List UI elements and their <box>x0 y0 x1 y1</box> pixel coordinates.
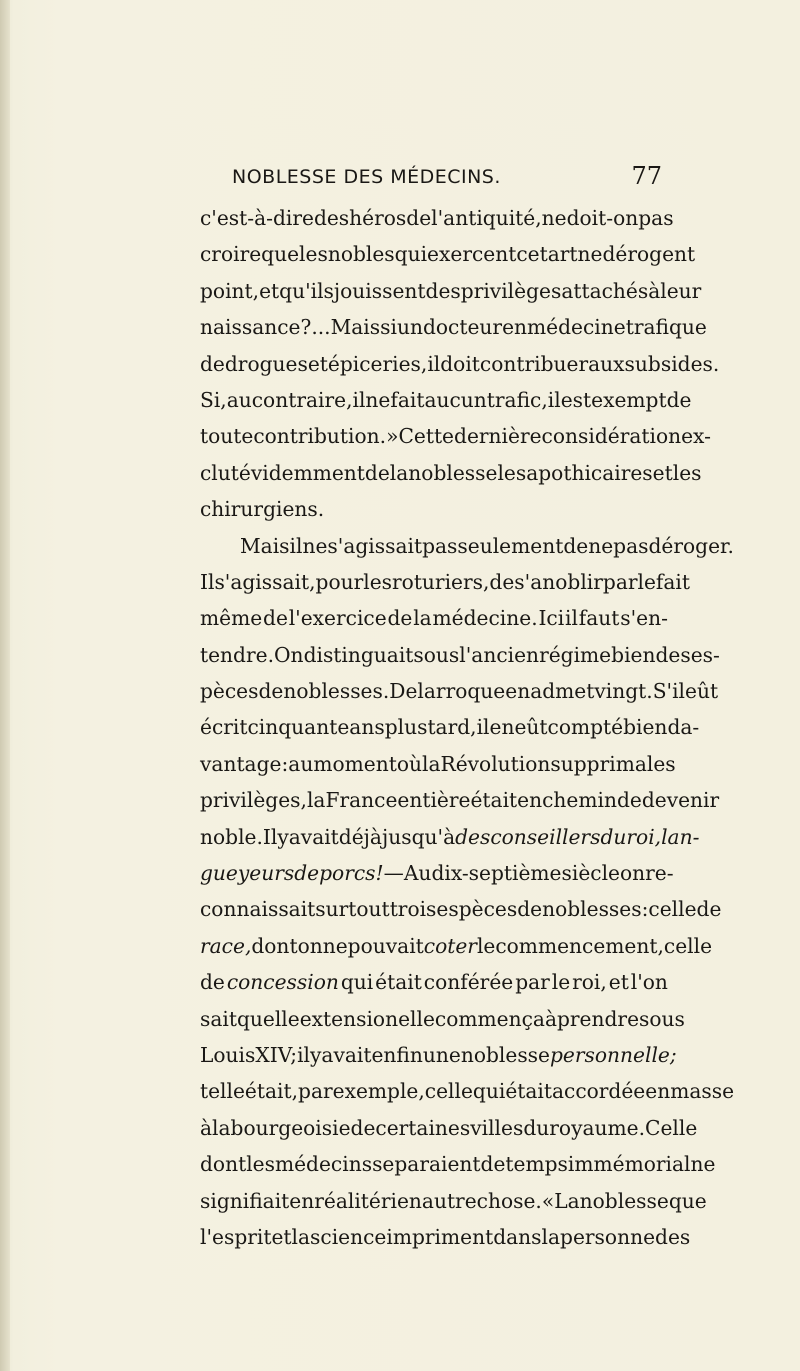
body-text <box>200 200 735 1255</box>
word: — <box>383 861 404 886</box>
word: régime <box>539 642 612 667</box>
text-line <box>200 709 700 745</box>
word: de <box>616 788 642 813</box>
word: gueyeurs <box>200 861 295 886</box>
word: point, <box>200 278 260 303</box>
word: personnelle <box>550 1042 670 1067</box>
word: science <box>310 1224 387 1249</box>
page-binding-edge <box>0 0 10 1371</box>
word: s'en- <box>620 606 668 631</box>
word: contribution. <box>253 424 387 449</box>
word: les <box>246 1152 275 1177</box>
word: vingt. <box>594 679 653 704</box>
word: les <box>299 242 328 267</box>
word: entière <box>397 788 471 813</box>
word: jusqu'à <box>381 824 456 849</box>
word: de <box>489 569 515 594</box>
word: lan- <box>661 824 700 849</box>
word: privilèges <box>460 278 562 303</box>
word: fait <box>390 387 425 412</box>
word: ex- <box>681 424 711 449</box>
word: de <box>696 897 722 922</box>
word: de <box>406 206 432 230</box>
word: chemin <box>542 788 617 813</box>
word: » <box>386 424 399 449</box>
word: privilèges, <box>200 788 307 813</box>
word: exemple, <box>332 1079 425 1104</box>
word: celle <box>424 1079 473 1104</box>
word: se <box>372 1152 395 1177</box>
word: noblesse <box>579 1188 669 1213</box>
word: s'agissait, <box>214 569 316 594</box>
word: surtout <box>315 897 390 922</box>
word: s'anoblir <box>514 569 603 594</box>
word: eût <box>685 679 719 704</box>
word: pas <box>638 206 674 230</box>
word: leur <box>660 278 702 303</box>
word: c'est-à-dire <box>200 206 314 230</box>
word: à <box>648 278 661 303</box>
word: ne <box>690 1152 716 1177</box>
word: Il <box>262 824 278 849</box>
word: chirurgiens. <box>200 497 325 522</box>
word: ne <box>302 533 328 558</box>
text-line <box>200 273 702 309</box>
word: On <box>274 642 304 667</box>
word: ne <box>322 933 348 958</box>
word: personne <box>560 1224 656 1249</box>
word: de <box>666 387 692 412</box>
word: la <box>389 460 409 485</box>
word: seulement <box>457 533 564 558</box>
word: des <box>425 278 461 303</box>
word: Ici <box>538 606 565 631</box>
word: paraient <box>394 1152 481 1177</box>
text-line <box>200 891 722 927</box>
word: le <box>551 970 571 995</box>
text-line <box>200 346 720 382</box>
word: exercent <box>427 242 517 267</box>
word: était, <box>244 1079 299 1104</box>
word: « <box>541 1188 555 1213</box>
text-line <box>200 1219 691 1255</box>
text-line <box>200 491 668 527</box>
word: trafic, <box>486 387 548 412</box>
word: épiceries, <box>327 351 428 376</box>
word: en <box>505 679 531 704</box>
word: docteur <box>422 315 503 340</box>
word: fait <box>655 569 690 594</box>
word: pèces <box>200 679 259 704</box>
word: était <box>470 788 518 813</box>
word: il <box>352 387 366 412</box>
word: concession <box>226 970 339 995</box>
word: médecine <box>527 315 626 340</box>
word: avait <box>321 1042 372 1067</box>
word: S'il <box>652 679 685 704</box>
word: à <box>544 1006 557 1031</box>
word: Cette <box>398 424 455 449</box>
word: attachés <box>561 278 649 303</box>
text-line <box>200 600 668 636</box>
word: eût <box>514 715 548 740</box>
word: il <box>565 606 578 631</box>
word: celle <box>648 897 697 922</box>
word: Mais <box>330 315 381 340</box>
word: des <box>655 642 691 667</box>
word: espèces <box>436 897 518 922</box>
word: Révolution <box>440 751 551 776</box>
text-line <box>200 1183 707 1219</box>
word: villes <box>470 1115 524 1140</box>
word: conférée <box>423 970 514 995</box>
word: rien <box>380 1188 422 1213</box>
word: admet <box>530 679 595 704</box>
word: jouissent <box>333 278 426 303</box>
text-line <box>200 855 674 891</box>
word: noblesses <box>542 897 642 922</box>
word: contraire, <box>251 387 353 412</box>
word: la <box>291 1224 311 1249</box>
word: cinquante <box>247 715 350 740</box>
word: vantage <box>200 751 282 776</box>
word: plus <box>384 715 428 740</box>
word: par <box>602 569 638 594</box>
word: pas <box>422 533 458 558</box>
word: Celle <box>645 1115 698 1140</box>
word: avait <box>288 824 339 849</box>
word: bien <box>623 715 668 740</box>
text-line <box>200 309 707 345</box>
word: des <box>655 1224 691 1249</box>
word: de <box>263 606 288 631</box>
word: race, <box>200 933 252 958</box>
word: royaume. <box>549 1115 646 1140</box>
word: du <box>523 1115 550 1140</box>
word: ?... <box>300 315 331 340</box>
word: en <box>517 788 543 813</box>
word: héros <box>349 206 407 230</box>
text-line <box>200 528 734 564</box>
word: s'agissait <box>327 533 423 558</box>
word: doit <box>440 351 480 376</box>
word: moment <box>313 751 397 776</box>
word: si <box>380 315 397 340</box>
word: certaines <box>375 1115 471 1140</box>
word: réalité <box>314 1188 381 1213</box>
word: les <box>497 460 527 485</box>
word: il <box>297 1042 311 1067</box>
text-line <box>200 418 711 454</box>
word: contribuer <box>479 351 589 376</box>
word: Delarroque <box>389 679 506 704</box>
word: apothicaires <box>526 460 653 485</box>
word: conseillers <box>490 824 601 849</box>
word: noblesses. <box>283 679 390 704</box>
word: de <box>563 533 589 558</box>
word: drogues <box>224 351 308 376</box>
word: l'esprit <box>200 1224 272 1249</box>
word: ne <box>577 242 603 267</box>
text-line <box>200 236 696 272</box>
word: de <box>200 351 225 376</box>
word: aucun <box>424 387 487 412</box>
word: impriment <box>386 1224 494 1249</box>
word: pouvait <box>347 933 424 958</box>
word: distinguait <box>303 642 414 667</box>
word: de <box>517 897 543 922</box>
word: de <box>387 606 413 631</box>
word: commença <box>434 1006 545 1031</box>
word: accordée <box>551 1079 646 1104</box>
word: en <box>502 315 528 340</box>
page-number: 77 <box>631 162 662 190</box>
text-line <box>200 746 676 782</box>
word: dernière <box>454 424 542 449</box>
word: clut <box>200 460 239 485</box>
word: naissance <box>200 315 301 340</box>
word: déroger. <box>648 533 734 558</box>
word: à <box>200 1115 213 1140</box>
word: la <box>306 788 326 813</box>
word: sous <box>413 642 460 667</box>
word: qu'ils <box>279 278 334 303</box>
word: : <box>641 897 649 922</box>
word: ne <box>365 387 391 412</box>
word: on <box>620 861 646 886</box>
word: il <box>547 387 561 412</box>
word: ans <box>349 715 385 740</box>
word: nobles <box>327 242 395 267</box>
word: les <box>363 569 393 594</box>
text-line <box>200 200 674 236</box>
word: porcs <box>319 861 376 886</box>
word: du <box>600 824 627 849</box>
word: celle <box>663 933 713 958</box>
word: faut <box>578 606 620 631</box>
word: de <box>294 861 320 886</box>
word: noble. <box>200 824 263 849</box>
word: au <box>288 751 314 776</box>
word: supprima <box>550 751 647 776</box>
word: roi, <box>626 824 662 849</box>
word: roi, <box>572 970 607 995</box>
word: l'exercice <box>288 606 387 631</box>
word: Si, <box>200 387 227 412</box>
word: subsides. <box>624 351 720 376</box>
word: : <box>281 751 289 776</box>
word: un <box>396 315 423 340</box>
word: il <box>476 715 490 740</box>
word: est <box>560 387 592 412</box>
word: tendre. <box>200 642 274 667</box>
word: et <box>307 351 328 376</box>
word: quelle <box>236 1006 300 1031</box>
word: en <box>645 1079 671 1104</box>
word: ; <box>669 1042 677 1067</box>
word: au <box>226 387 252 412</box>
text-line <box>200 1146 716 1182</box>
word: trois <box>389 897 437 922</box>
word: prendre <box>556 1006 640 1031</box>
word: considération <box>541 424 682 449</box>
word: il <box>289 533 303 558</box>
word: masse <box>670 1079 735 1104</box>
word: évidemment <box>238 460 365 485</box>
word: ! <box>375 861 384 886</box>
word: La <box>554 1188 580 1213</box>
word: roturiers, <box>392 569 490 594</box>
word: connaissait <box>200 897 316 922</box>
word: de <box>364 460 390 485</box>
word: croire <box>200 242 262 267</box>
word: aux <box>588 351 625 376</box>
word: le <box>637 569 656 594</box>
word: ne <box>541 206 567 230</box>
word: y <box>310 1042 322 1067</box>
page-header <box>232 162 662 196</box>
word: l'on <box>630 970 668 995</box>
text-line <box>200 382 692 418</box>
word: et <box>271 1224 292 1249</box>
word: doit-on <box>566 206 639 230</box>
word: les <box>672 460 702 485</box>
word: par <box>298 1079 333 1104</box>
word: ne <box>588 533 614 558</box>
word: noblesse <box>408 460 498 485</box>
text-line <box>200 964 668 1000</box>
word: de <box>258 679 284 704</box>
word: qui <box>472 1079 506 1104</box>
word: en <box>289 1188 315 1213</box>
text-line <box>200 782 720 818</box>
word: les <box>646 751 676 776</box>
word: da- <box>667 715 700 740</box>
word: dans <box>493 1224 542 1249</box>
word: était <box>375 970 422 995</box>
word: pas <box>613 533 649 558</box>
text-line <box>200 564 690 600</box>
word: bien <box>611 642 656 667</box>
word: dix-septième <box>431 861 562 886</box>
word: le <box>476 933 496 958</box>
word: on <box>297 933 323 958</box>
word: immémorial <box>567 1152 691 1177</box>
word: cet <box>516 242 548 267</box>
word: de <box>350 1115 376 1140</box>
word: XIV; <box>255 1042 298 1067</box>
word: chose. <box>476 1188 542 1213</box>
word: médecins <box>274 1152 373 1177</box>
word: l'ancien <box>459 642 540 667</box>
word: l'antiquité, <box>431 206 542 230</box>
word: pour <box>315 569 364 594</box>
text-line <box>200 637 720 673</box>
word: exempt <box>591 387 667 412</box>
word: la <box>212 1115 231 1140</box>
word: que <box>668 1188 707 1213</box>
word: signifiait <box>200 1188 290 1213</box>
word: telle <box>200 1079 245 1104</box>
word: noblesse <box>460 1042 550 1067</box>
word: devenir <box>641 788 720 813</box>
word: France <box>325 788 398 813</box>
word: par <box>515 970 550 995</box>
word: siècle <box>561 861 620 886</box>
word: autre <box>421 1188 477 1213</box>
word: trafique <box>625 315 707 340</box>
word: de <box>480 1152 506 1177</box>
word: temps <box>505 1152 568 1177</box>
word: était <box>505 1079 552 1104</box>
word: que <box>261 242 300 267</box>
word: art <box>547 242 578 267</box>
word: dérogent <box>602 242 696 267</box>
word: il <box>427 351 441 376</box>
word: médecine. <box>432 606 538 631</box>
word: déjà <box>338 824 382 849</box>
word: bourgeoisie <box>230 1115 351 1140</box>
word: dont <box>251 933 298 958</box>
text-line <box>200 1001 685 1037</box>
word: Louis <box>200 1042 256 1067</box>
word: et <box>259 278 280 303</box>
word: tard, <box>427 715 477 740</box>
text-line <box>200 673 719 709</box>
word: sait <box>200 1006 237 1031</box>
text-line <box>200 928 713 964</box>
word: qui <box>394 242 428 267</box>
word: y <box>277 824 289 849</box>
word: même <box>200 606 263 631</box>
word: la <box>541 1224 561 1249</box>
text-line <box>200 819 700 855</box>
word: es- <box>690 642 720 667</box>
word: et <box>608 970 629 995</box>
word: des <box>455 824 491 849</box>
word: de <box>200 970 225 995</box>
word: où <box>396 751 422 776</box>
word: et <box>652 460 673 485</box>
word: sous <box>639 1006 685 1031</box>
running-head: NOBLESSE DES MÉDECINS. <box>232 166 501 188</box>
word: Il <box>200 569 215 594</box>
word: elle <box>398 1006 435 1031</box>
word: Mais <box>240 533 290 558</box>
word: dont <box>200 1152 247 1177</box>
word: toute <box>200 424 254 449</box>
word: enfin <box>371 1042 423 1067</box>
word: extension <box>299 1006 399 1031</box>
text-line <box>200 1073 735 1109</box>
text-line <box>200 1037 677 1073</box>
word: la <box>422 751 441 776</box>
word: en <box>489 715 515 740</box>
word: coter <box>423 933 477 958</box>
word: qui <box>340 970 374 995</box>
text-line <box>200 455 702 491</box>
word: la <box>413 606 432 631</box>
word: commencement, <box>495 933 664 958</box>
word: des <box>313 206 350 230</box>
word: Au <box>403 861 432 886</box>
word: re- <box>645 861 674 886</box>
text-line <box>200 1110 698 1146</box>
word: une <box>422 1042 461 1067</box>
word: écrit <box>200 715 248 740</box>
word: compté <box>547 715 624 740</box>
